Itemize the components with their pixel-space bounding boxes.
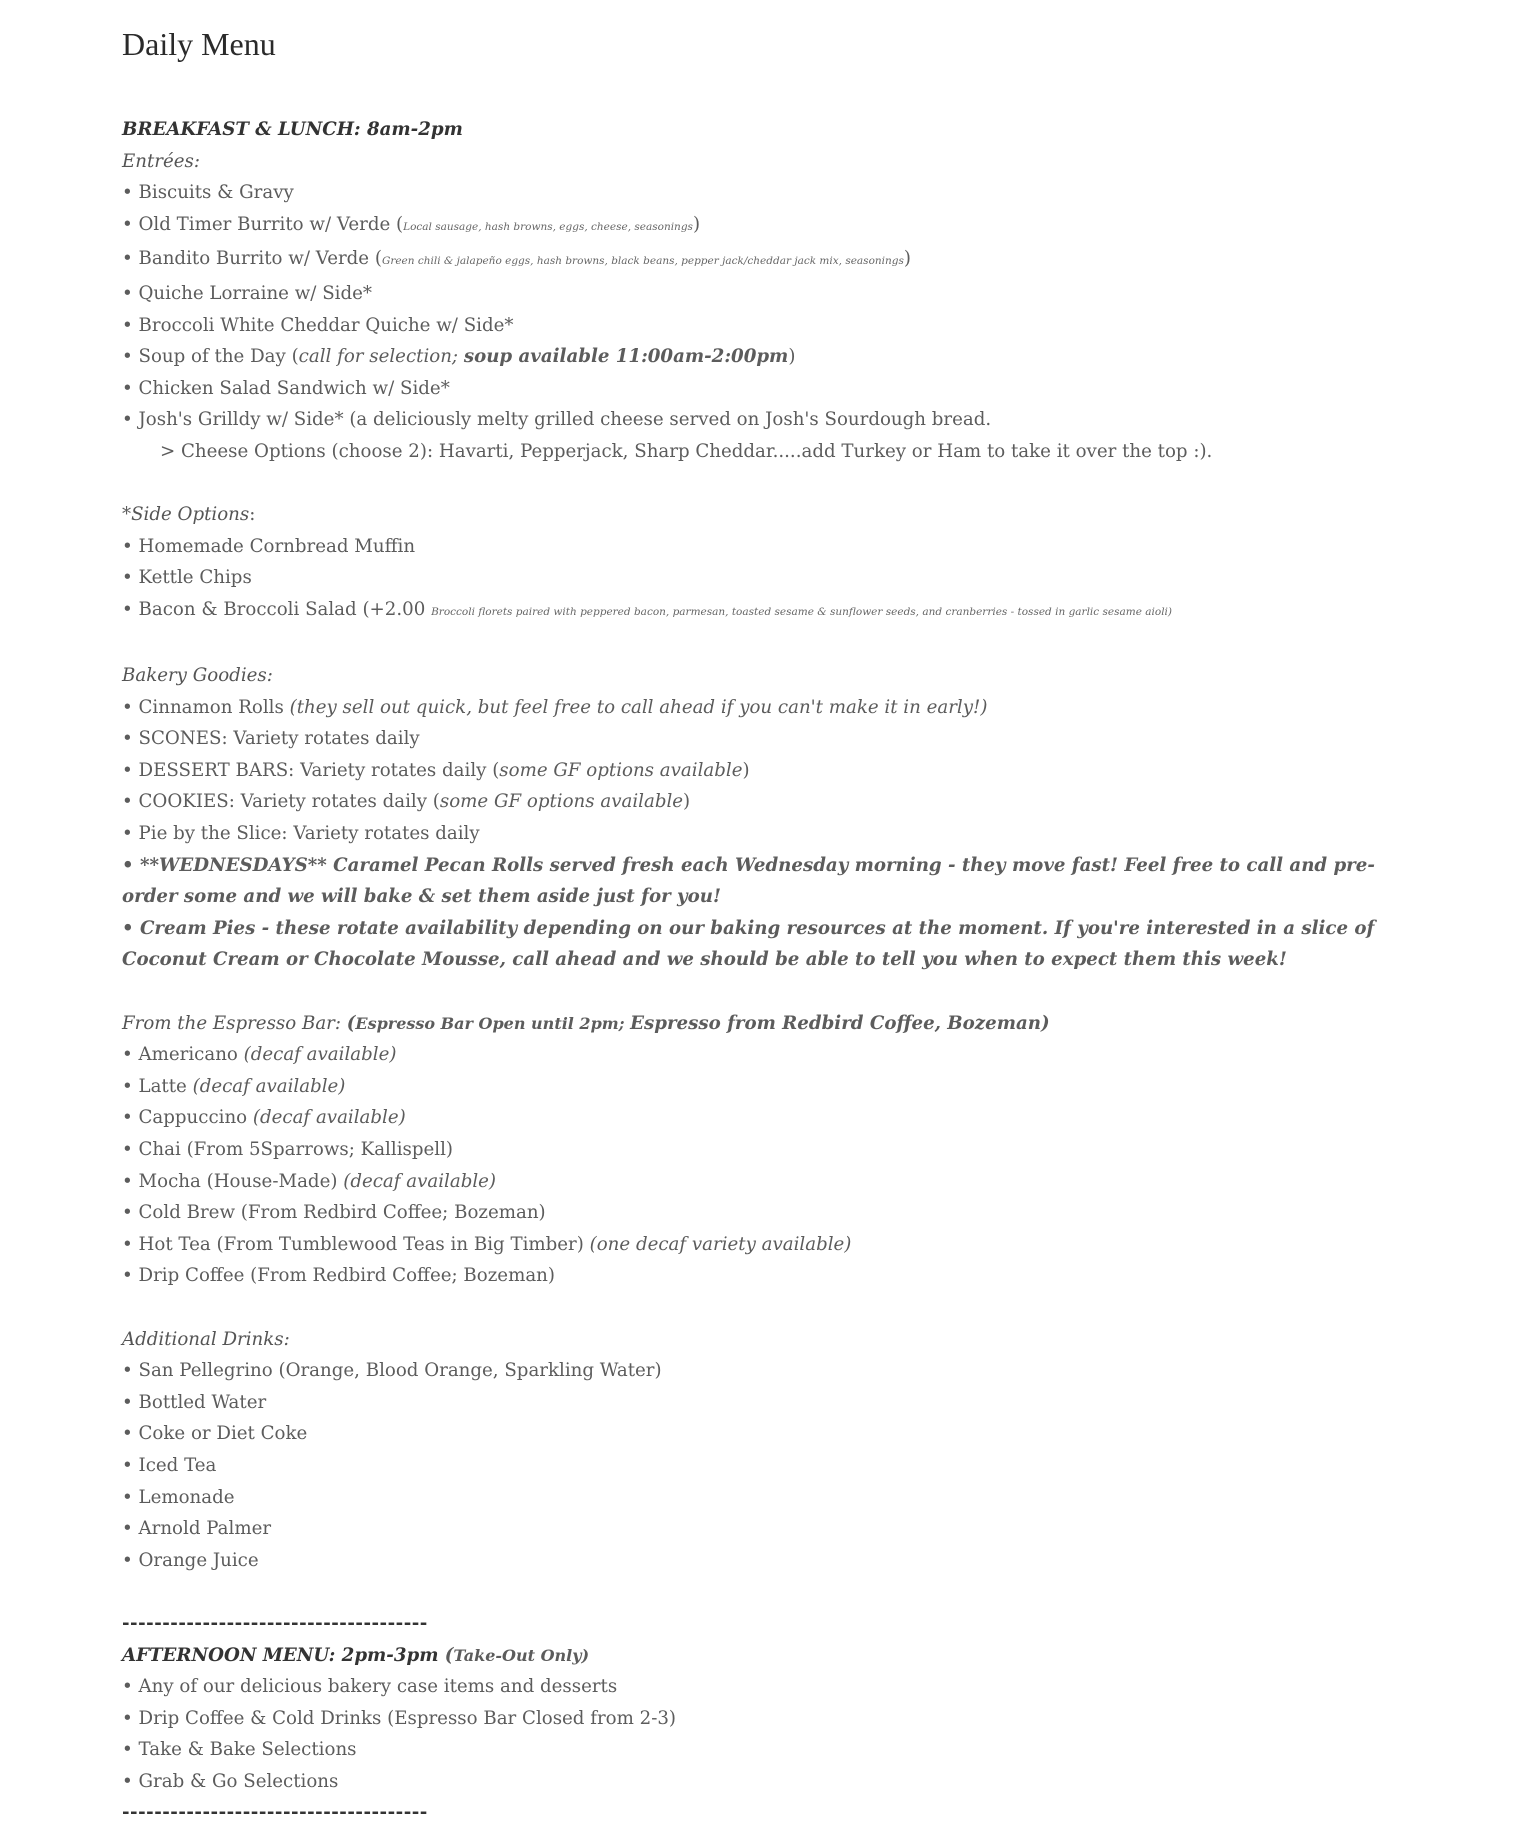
item-close: ) — [788, 346, 796, 368]
divider: -------------------------------------- — [122, 1612, 428, 1634]
drink-item-water: • Bottled Water — [122, 1391, 267, 1413]
breakfast-lunch-heading: BREAKFAST & LUNCH: 8am-2pm — [122, 119, 463, 140]
espresso-item-chai: • Chai (From 5Sparrows; Kallispell) — [122, 1139, 453, 1160]
menu-item-biscuits: • Biscuits & Gravy — [122, 182, 294, 204]
divider: -------------------------------------- — [122, 1802, 428, 1824]
item-note: (decaf available) — [192, 1075, 346, 1097]
item-close: ) — [742, 759, 750, 781]
menu-item-bandito-burrito — [122, 243, 1412, 278]
drink-item-pellegrino: • San Pellegrino (Orange, Blood Orange, Sparkling Water) — [122, 1360, 662, 1382]
item-note: some GF options available — [499, 759, 743, 781]
menu-item-old-timer-burrito — [122, 209, 1412, 244]
menu-item-broccoli-quiche: • Broccoli White Cheddar Quiche w/ Side* — [122, 314, 514, 336]
item-note: (they sell out quick, but feel free to call ahead if you can't make it in early!) — [289, 696, 988, 718]
espresso-item-latte — [122, 1071, 1412, 1103]
espresso-item-americano — [122, 1039, 1412, 1071]
espresso-item-hot-tea — [122, 1229, 1412, 1261]
afternoon-item-bakery: • Any of our delicious bakery case items and desserts — [122, 1676, 618, 1698]
drink-item-iced-tea: • Iced Tea — [122, 1454, 217, 1476]
menu-content — [122, 114, 1412, 1829]
side-item-salad — [122, 594, 1412, 629]
item-note: Broccoli florets paired with peppered bacon, parmesan, toasted sesame & sunflower seeds, and cranberries - tossed in garlic sesame aioli) — [431, 605, 1173, 618]
menu-item-soup — [122, 341, 1412, 373]
afternoon-item-drip: • Drip Coffee & Cold Drinks (Espresso Bar Closed from 2-3) — [122, 1707, 677, 1729]
item-label: • Latte — [122, 1075, 193, 1097]
item-note: (one decaf variety available) — [589, 1233, 852, 1255]
item-label: • Americano — [122, 1044, 244, 1066]
item-note: some GF options available — [439, 791, 684, 813]
cheese-options: > Cheese Options (choose 2): Havarti, Pepperjack, Sharp Cheddar.....add Turkey or Ham to take it over the top :). — [160, 440, 1213, 462]
bakery-item-cookies — [122, 786, 1412, 818]
paren: ( — [346, 1012, 356, 1034]
espresso-item-drip: • Drip Coffee (From Redbird Coffee; Bozeman) — [122, 1265, 555, 1287]
bakery-item-pie: • Pie by the Slice: Variety rotates daily — [122, 823, 480, 845]
espresso-source: Espresso from Redbird Coffee, Bozeman) — [630, 1012, 1050, 1034]
spacer — [122, 629, 1412, 661]
item-label: • Bacon & Broccoli Salad (+2.00 — [122, 598, 432, 620]
afternoon-item-take-bake: • Take & Bake Selections — [122, 1739, 357, 1761]
bakery-item-wednesdays: • **WEDNESDAYS** Caramel Pecan Rolls served fresh each Wednesday morning - they move fast! Feel free to call and pre-order some and we will bake & set them aside just for you! — [122, 854, 1375, 908]
additional-drinks-label: Additional Drinks: — [122, 1328, 290, 1350]
espresso-item-cold-brew: • Cold Brew (From Redbird Coffee; Bozeman) — [122, 1202, 546, 1224]
paren: ( — [444, 1644, 454, 1666]
bakery-item-dessert-bars — [122, 755, 1412, 787]
menu-item-grilldy: • Josh's Grilldy w/ Side* (a deliciously melty grilled cheese served on Josh's Sourdough bread. — [122, 409, 992, 431]
item-note: (decaf available) — [243, 1044, 397, 1066]
item-label: • Cappuccino — [122, 1107, 253, 1129]
espresso-item-cappuccino — [122, 1102, 1412, 1134]
asterisk: * — [122, 504, 132, 526]
menu-item-chicken-salad: • Chicken Salad Sandwich w/ Side* — [122, 377, 450, 399]
item-label: • Mocha (House-Made) — [122, 1170, 344, 1192]
bakery-item-scones: • SCONES: Variety rotates daily — [122, 728, 420, 750]
afternoon-menu-heading — [122, 1640, 1412, 1672]
item-note: (decaf available) — [343, 1170, 497, 1192]
entrees-label: Entrées: — [122, 150, 200, 172]
item-label: • Old Timer Burrito w/ Verde ( — [122, 213, 404, 235]
drink-item-orange-juice: • Orange Juice — [122, 1549, 259, 1571]
bakery-item-cinnamon-rolls — [122, 692, 1412, 724]
spacer — [122, 976, 1412, 1008]
item-label: • COOKIES: Variety rotates daily ( — [122, 791, 440, 813]
item-note: call for selection; — [298, 346, 464, 368]
item-label: • Bandito Burrito w/ Verde ( — [122, 248, 382, 270]
side-item-chips: • Kettle Chips — [122, 567, 252, 589]
afternoon-item-grab-go: • Grab & Go Selections — [122, 1770, 339, 1792]
item-hours: soup available 11:00am-2:00pm — [463, 346, 789, 368]
drink-item-lemonade: • Lemonade — [122, 1486, 235, 1508]
item-label: • Soup of the Day ( — [122, 346, 299, 368]
spacer — [122, 1576, 1412, 1608]
item-close: ) — [683, 791, 691, 813]
side-item-muffin: • Homemade Cornbread Muffin — [122, 535, 416, 557]
espresso-item-mocha — [122, 1166, 1412, 1198]
drink-item-coke: • Coke or Diet Coke — [122, 1423, 308, 1445]
espresso-hours: Espresso Bar Open until 2pm; — [355, 1013, 631, 1033]
item-label: • Cinnamon Rolls — [122, 696, 290, 718]
drink-item-arnold-palmer: • Arnold Palmer — [122, 1518, 272, 1540]
espresso-bar-heading — [122, 1008, 1412, 1040]
bakery-goodies-label: Bakery Goodies: — [122, 665, 273, 687]
colon: : — [249, 504, 256, 526]
side-options-text: Side Options — [131, 504, 250, 526]
item-label: • Hot Tea (From Tumblewood Teas in Big Timber) — [122, 1233, 590, 1255]
item-label: • DESSERT BARS: Variety rotates daily ( — [122, 759, 500, 781]
item-note: Green chili & jalapeño eggs, hash browns, black beans, pepper jack/cheddar jack mix, seasonings — [381, 255, 904, 268]
item-close: ) — [903, 248, 911, 270]
side-options-label — [122, 499, 1412, 531]
menu-item-quiche-lorraine: • Quiche Lorraine w/ Side* — [122, 282, 372, 304]
spacer — [122, 468, 1412, 500]
bakery-item-cream-pies: • Cream Pies - these rotate availability depending on our baking resources at the moment. If you're interested in a slice of Coconut Cream or Chocolate Mousse, call ahead and we should be able to tell you when to expect them this week! — [122, 917, 1375, 971]
espresso-label: From the Espresso Bar: — [122, 1012, 347, 1034]
item-close: ) — [692, 213, 701, 235]
spacer — [122, 1292, 1412, 1324]
item-note: Local sausage, hash browns, eggs, cheese, seasonings — [403, 220, 693, 233]
afternoon-label: AFTERNOON MENU: 2pm-3pm — [122, 1644, 445, 1666]
afternoon-note: Take-Out Only) — [453, 1645, 590, 1665]
page-title: Daily Menu — [122, 26, 276, 62]
item-note: (decaf available) — [252, 1107, 406, 1129]
